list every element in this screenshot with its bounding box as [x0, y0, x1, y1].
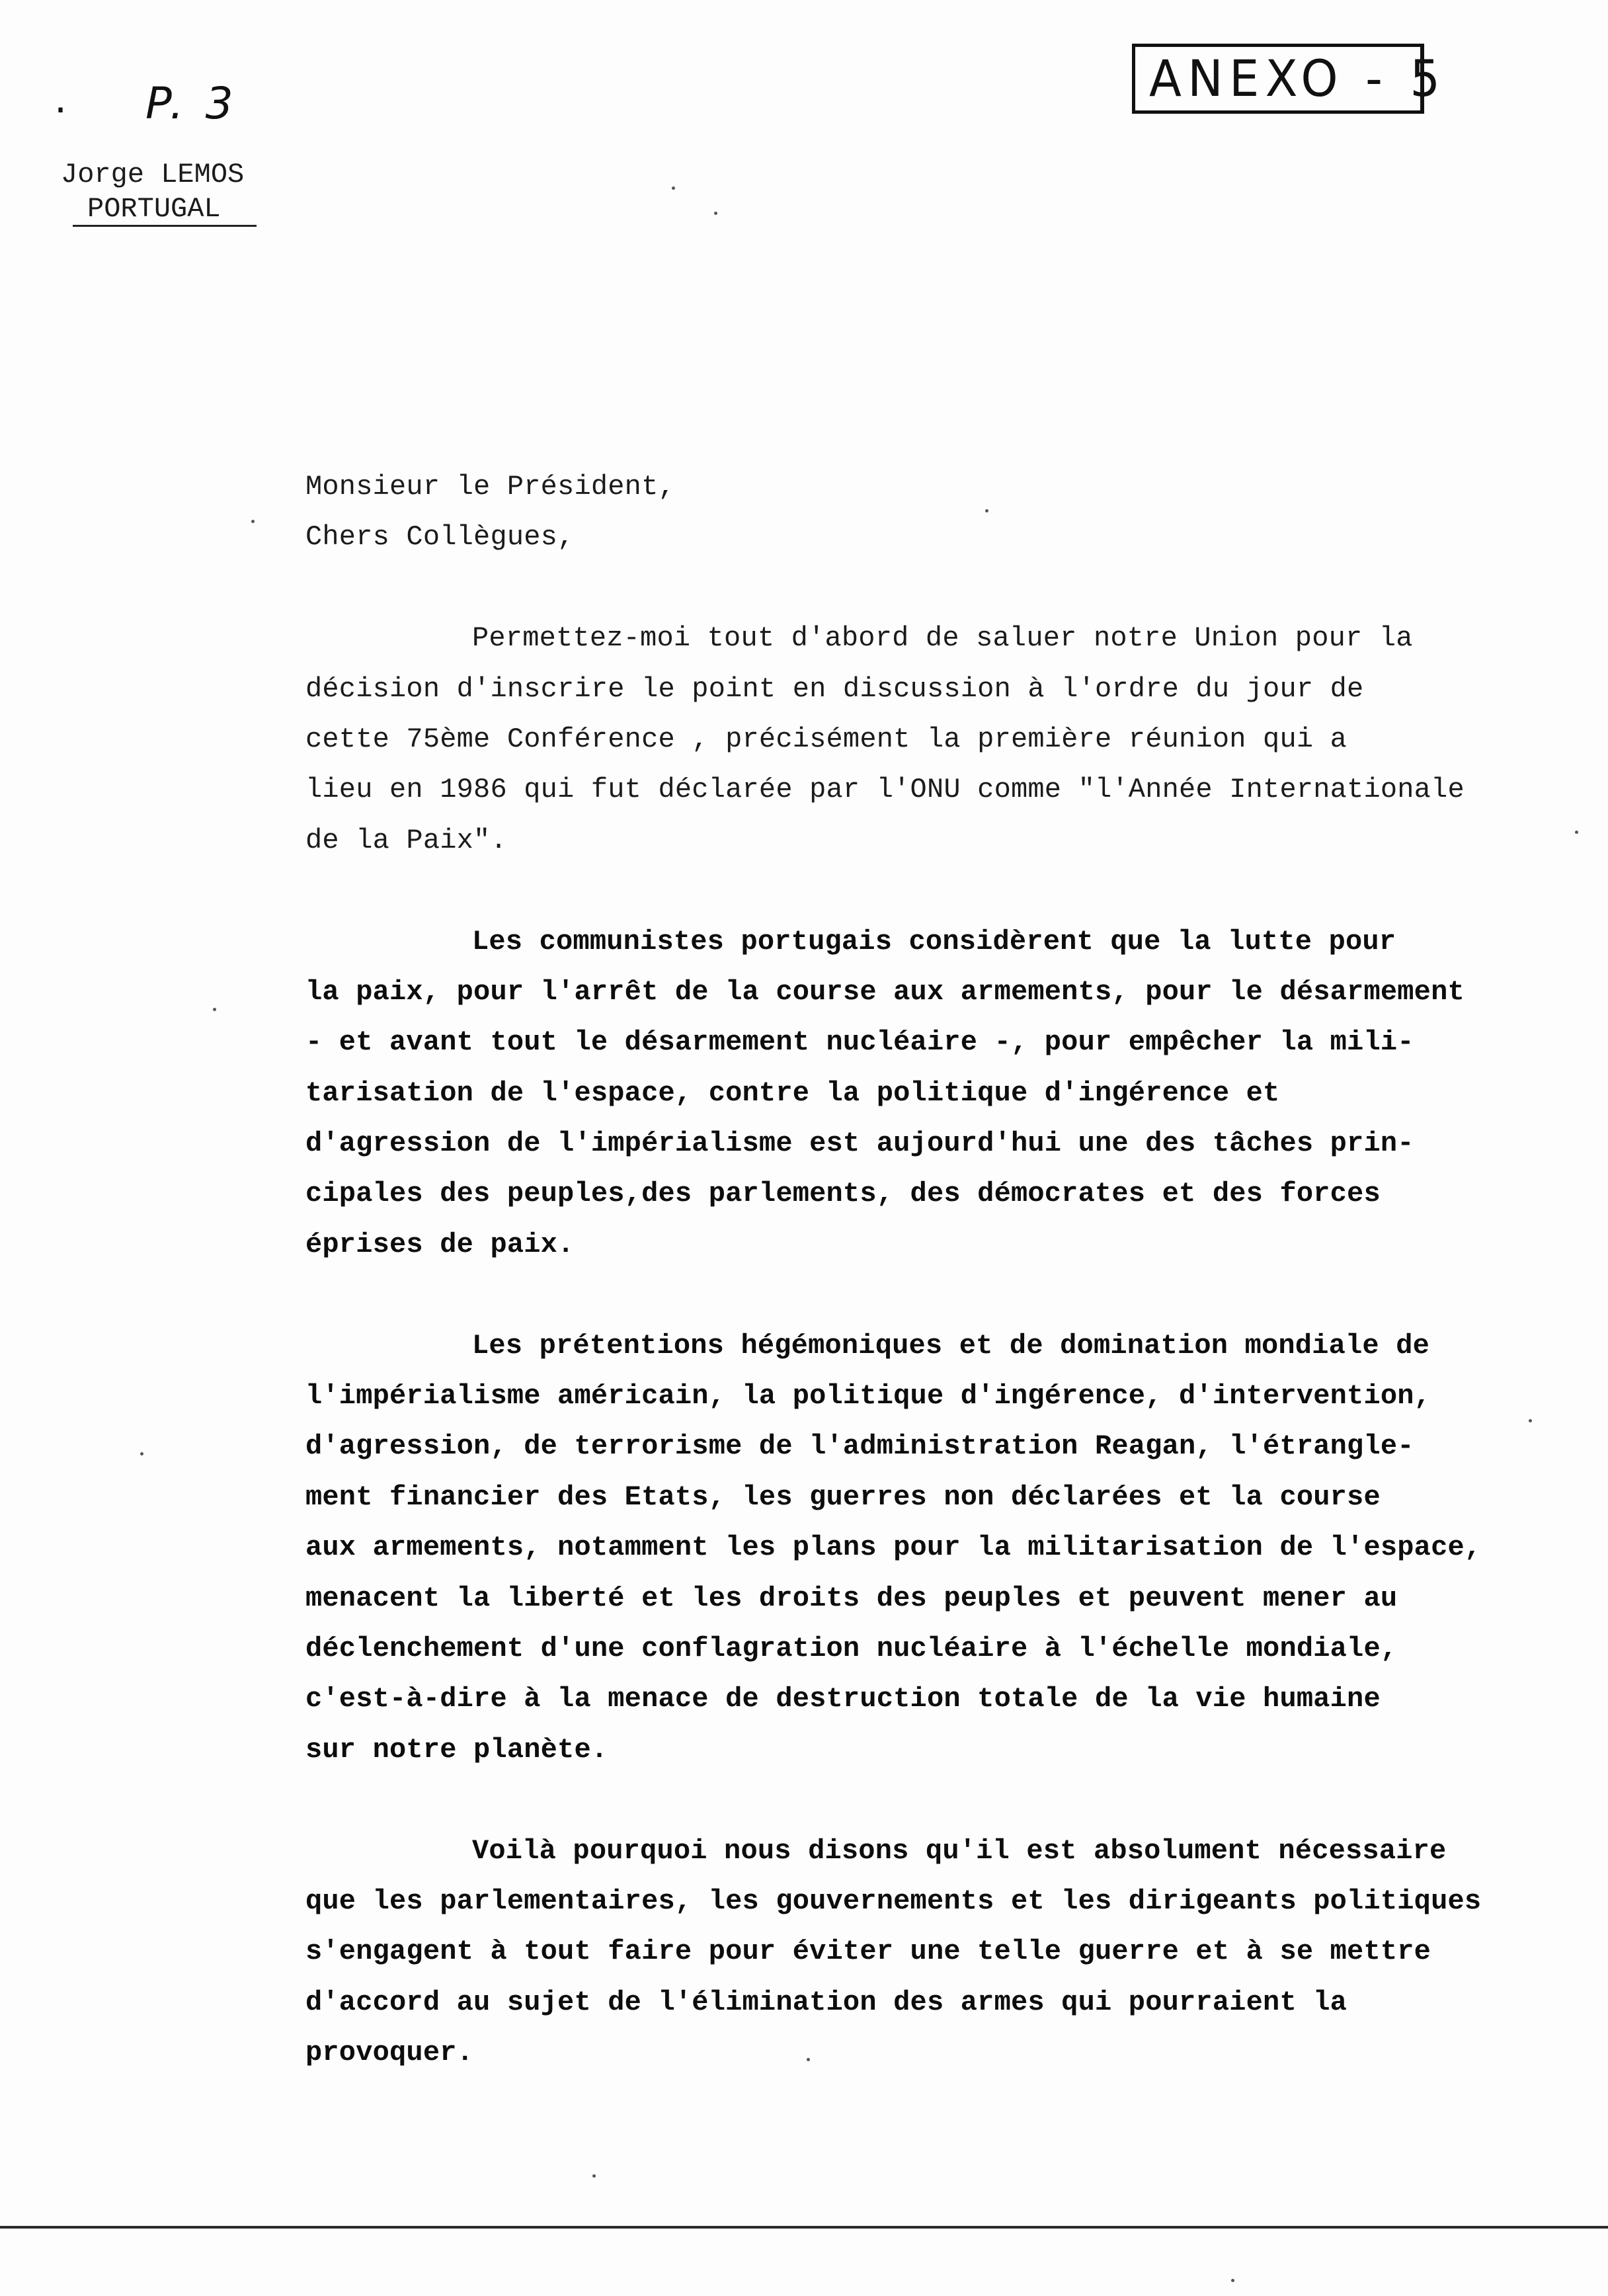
- paragraph-line: décision d'inscrire le point en discussion à l'ordre du jour de: [305, 673, 1364, 705]
- paragraph-line: cipales des peuples,des parlements, des démocrates et des forces: [305, 1178, 1381, 1210]
- paragraph-line: sur notre planète.: [305, 1733, 608, 1766]
- paragraph-3: [305, 1321, 1496, 1776]
- letter-body: [305, 462, 1496, 2078]
- paragraph-line: Voilà pourquoi nous disons qu'il est absolument nécessaire: [472, 1834, 1447, 1867]
- scan-speck: [672, 186, 675, 190]
- paragraph-line: aux armements, notamment les plans pour la militarisation de l'espace,: [305, 1532, 1482, 1564]
- paragraph-4: [305, 1826, 1496, 2078]
- paragraph-gap: [305, 1270, 1496, 1320]
- paragraph-line: éprises de paix.: [305, 1228, 575, 1260]
- paragraph-line: l'impérialisme américain, la politique d'ingérence, d'intervention,: [305, 1380, 1431, 1413]
- paragraph-line: provoquer.: [305, 2037, 474, 2069]
- paragraph-gap: [305, 563, 1496, 613]
- paragraph-line: déclenchement d'une conflagration nucléaire à l'échelle mondiale,: [305, 1632, 1398, 1664]
- author-name: Jorge LEMOS: [61, 159, 245, 190]
- paragraph-gap: [305, 866, 1496, 916]
- scan-speck: [985, 509, 988, 512]
- paragraph-line: de la Paix".: [305, 824, 507, 856]
- scan-speck: [213, 1008, 216, 1011]
- scan-speck: [1529, 1419, 1532, 1422]
- paragraph-line: ment financier des Etats, les guerres non déclarées et la course: [305, 1481, 1381, 1513]
- scan-speck: [140, 1452, 143, 1456]
- paragraph-line: Les communistes portugais considèrent que la lutte pour: [472, 925, 1396, 958]
- paragraph-line: la paix, pour l'arrêt de la course aux armements, pour le désarmement: [305, 975, 1465, 1008]
- author-country: PORTUGAL: [87, 193, 221, 225]
- paragraph-line: s'engagent à tout faire pour éviter une telle guerre et à se mettre: [305, 1936, 1431, 1968]
- paragraph-line: lieu en 1986 qui fut déclarée par l'ONU comme "l'Année Internationale: [305, 774, 1465, 806]
- scan-speck: [1231, 2279, 1234, 2282]
- salutation-line: Chers Collègues,: [305, 521, 575, 554]
- scan-speck: [592, 2174, 596, 2178]
- paragraph-line: tarisation de l'espace, contre la politique d'ingérence et: [305, 1077, 1280, 1109]
- paragraph-line: d'agression de l'impérialisme est aujourd'hui une des tâches prin-: [305, 1128, 1414, 1160]
- paragraph-line: Permettez-moi tout d'abord de saluer notre Union pour la: [472, 622, 1413, 655]
- paragraph-line: d'accord au sujet de l'élimination des armes qui pourraient la: [305, 1986, 1347, 2018]
- handwritten-annex-label: ANEXO - 5: [1149, 49, 1447, 108]
- handwritten-page-number: P. 3: [145, 78, 237, 129]
- paragraph-2: [305, 917, 1496, 1270]
- paragraph-line: cette 75ème Conférence , précisément la première réunion qui a: [305, 723, 1347, 755]
- paragraph-gap: [305, 1775, 1496, 1825]
- scan-speck: [251, 520, 255, 523]
- salutation-line: Monsieur le Président,: [305, 471, 675, 503]
- paragraph-1: [305, 613, 1496, 866]
- paragraph-line: Les prétentions hégémoniques et de domination mondiale de: [472, 1329, 1430, 1362]
- margin-mark: ·: [54, 87, 67, 134]
- scan-speck: [1575, 831, 1578, 834]
- paragraph-line: - et avant tout le désarmement nucléaire -, pour empêcher la mili-: [305, 1026, 1414, 1059]
- paragraph-line: d'agression, de terrorisme de l'administration Reagan, l'étrangle-: [305, 1430, 1414, 1463]
- bottom-rule: [0, 2226, 1608, 2229]
- scan-speck: [807, 2058, 810, 2061]
- author-underline: [73, 225, 257, 227]
- paragraph-line: c'est-à-dire à la menace de destruction totale de la vie humaine: [305, 1683, 1381, 1715]
- paragraph-line: menacent la liberté et les droits des peuples et peuvent mener au: [305, 1582, 1398, 1614]
- paragraph-line: que les parlementaires, les gouvernements et les dirigeants politiques: [305, 1885, 1482, 1917]
- scan-speck: [714, 212, 717, 215]
